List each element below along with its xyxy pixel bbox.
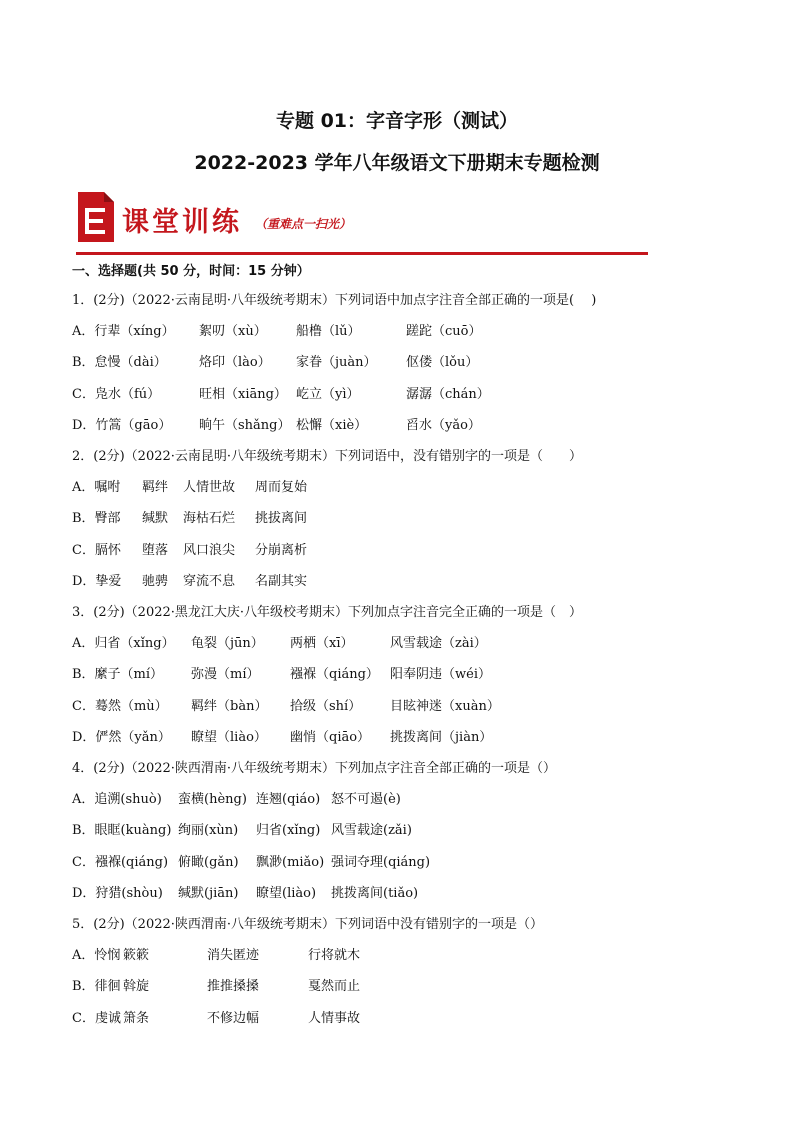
option-item: 簌簌 — [123, 948, 150, 964]
option-item: 两栖（xī） — [290, 636, 354, 652]
option-item: 挑拔离间 — [255, 511, 308, 527]
section-banner — [76, 190, 648, 256]
option-item: 挑拨离间(tiǎo) — [331, 885, 419, 901]
option-label: B．眼眶(kuàng) — [72, 823, 172, 839]
option-item: 人情世故 — [183, 480, 236, 496]
option-label: D．俨然（yǎn） — [72, 729, 171, 745]
option-label: A．归省（xǐng） — [72, 636, 175, 652]
option-label: A．追溯(shuò) — [72, 792, 162, 808]
option-item: 潺潺（chán） — [406, 386, 490, 402]
option-item: 戛然而止 — [308, 979, 361, 995]
banner-title: 课堂训练 — [122, 207, 242, 238]
option-item: 驰骋 — [142, 573, 169, 589]
option-item: 絮叨（xù） — [199, 324, 267, 340]
option-label: A．行辈（xíng） — [72, 324, 175, 340]
option-item: 斡旋 — [123, 979, 150, 995]
question-stem: 3．(2分)（2022·黑龙江大庆·八年级校考期末）下列加点字注音完全正确的一项是（ ） — [72, 605, 583, 620]
option-item: 缄默 — [142, 511, 169, 527]
option-item: 蛮横(hèng) — [178, 792, 247, 808]
option-item: 风雪载途（zài） — [390, 636, 487, 652]
option-item: 消失匿迹 — [207, 948, 260, 964]
option-item: 堕落 — [142, 542, 169, 558]
option-item: 晌午（shǎng） — [199, 417, 291, 433]
option-item: 穿流不息 — [183, 573, 236, 589]
option-item: 连翘(qiáo) — [256, 792, 321, 808]
option-item: 松懈（xiè） — [296, 417, 368, 433]
option-label: D．竹篙（gāo） — [72, 417, 172, 433]
question-stem: 5．(2分)（2022·陕西渭南·八年级统考期末）下列词语中没有错别字的一项是（） — [72, 917, 544, 932]
question-stem: 2．(2分)（2022·云南昆明·八年级统考期末）下列词语中，没有错别字的一项是（ ） — [72, 449, 583, 464]
option-label: B．臀部 — [72, 511, 121, 527]
option-item: 目眩神迷（xuàn） — [390, 698, 500, 714]
option-item: 人情事故 — [308, 1010, 361, 1026]
option-item: 缄默(jiān) — [178, 885, 239, 901]
question-stem: 4．(2分)（2022·陕西渭南·八年级统考期末）下列加点字注音全部正确的一项是（） — [72, 761, 557, 776]
option-item: 拾级（shí） — [290, 698, 362, 714]
section-heading: 一、选择题(共 50 分，时间：15 分钟） — [72, 264, 310, 279]
option-label: A．怜悯 — [72, 948, 121, 964]
option-label: B．縻子（mí） — [72, 667, 164, 683]
banner-underline — [76, 252, 648, 255]
option-item: 名副其实 — [255, 573, 308, 589]
option-label: C．膈怀 — [72, 542, 121, 558]
option-label: C．凫水（fú） — [72, 386, 161, 402]
option-item: 分崩离析 — [255, 542, 308, 558]
option-label: C．蓦然（mù） — [72, 698, 168, 714]
option-item: 羁绊（bàn） — [191, 698, 268, 714]
page-subtitle: 2022-2023 学年八年级语文下册期末专题检测 — [194, 152, 600, 174]
option-item: 伛偻（lǒu） — [406, 355, 479, 371]
option-item: 弥漫（mí） — [191, 667, 260, 683]
option-item: 瞭望(liào) — [256, 885, 317, 901]
option-item: 羁绊 — [142, 480, 169, 496]
option-item: 襁褓（qiáng） — [290, 667, 379, 683]
option-item: 海枯石烂 — [183, 511, 236, 527]
option-item: 风雪载途(zǎi) — [331, 823, 412, 839]
option-item: 烙印（lào） — [199, 355, 271, 371]
option-item: 蹉跎（cuō） — [406, 324, 482, 340]
option-item: 行将就木 — [308, 948, 361, 964]
option-item: 挑拨离间（jiàn） — [390, 729, 493, 745]
option-item: 俯瞰(gǎn) — [178, 854, 239, 870]
option-item: 瞭望（liào） — [191, 729, 267, 745]
option-item: 家眷（juàn） — [296, 355, 377, 371]
banner-subtitle: （重难点一扫光） — [255, 217, 352, 231]
document-icon — [76, 190, 116, 244]
option-item: 怒不可遏(è) — [331, 792, 401, 808]
option-item: 阳奉阴违（wéi） — [390, 667, 491, 683]
option-label: D．挚爱 — [72, 573, 122, 589]
option-item: 舀水（yǎo） — [406, 417, 481, 433]
option-item: 绚丽(xùn) — [178, 823, 239, 839]
option-item: 幽悄（qiāo） — [290, 729, 371, 745]
option-label: B．怠慢（dài） — [72, 355, 167, 371]
option-item: 飘渺(miǎo) — [256, 854, 325, 870]
option-item: 龟裂（jūn） — [191, 636, 264, 652]
option-item: 不修边幅 — [207, 1010, 260, 1026]
option-item: 屹立（yì） — [296, 386, 360, 402]
option-item: 强词夺理(qiáng) — [331, 854, 431, 870]
option-item: 船橹（lǔ） — [296, 324, 361, 340]
option-item: 推推搡搡 — [207, 979, 260, 995]
option-label: D．狩猎(shòu) — [72, 885, 163, 901]
option-item: 周而复始 — [255, 480, 308, 496]
option-label: A．嘱咐 — [72, 480, 121, 496]
option-item: 归省(xǐng) — [256, 823, 321, 839]
option-label: C．襁褓(qiáng) — [72, 854, 169, 870]
option-label: C．虔诚 — [72, 1010, 121, 1026]
option-label: B．徘徊 — [72, 979, 121, 995]
page-title: 专题 01：字音字形（测试） — [275, 110, 519, 132]
option-item: 箫条 — [123, 1010, 150, 1026]
question-stem: 1．(2分)（2022·云南昆明·八年级统考期末）下列词语中加点字注音全部正确的一项是( ) — [72, 293, 597, 308]
option-item: 旺相（xiāng） — [199, 386, 287, 402]
option-item: 风口浪尖 — [183, 542, 236, 558]
